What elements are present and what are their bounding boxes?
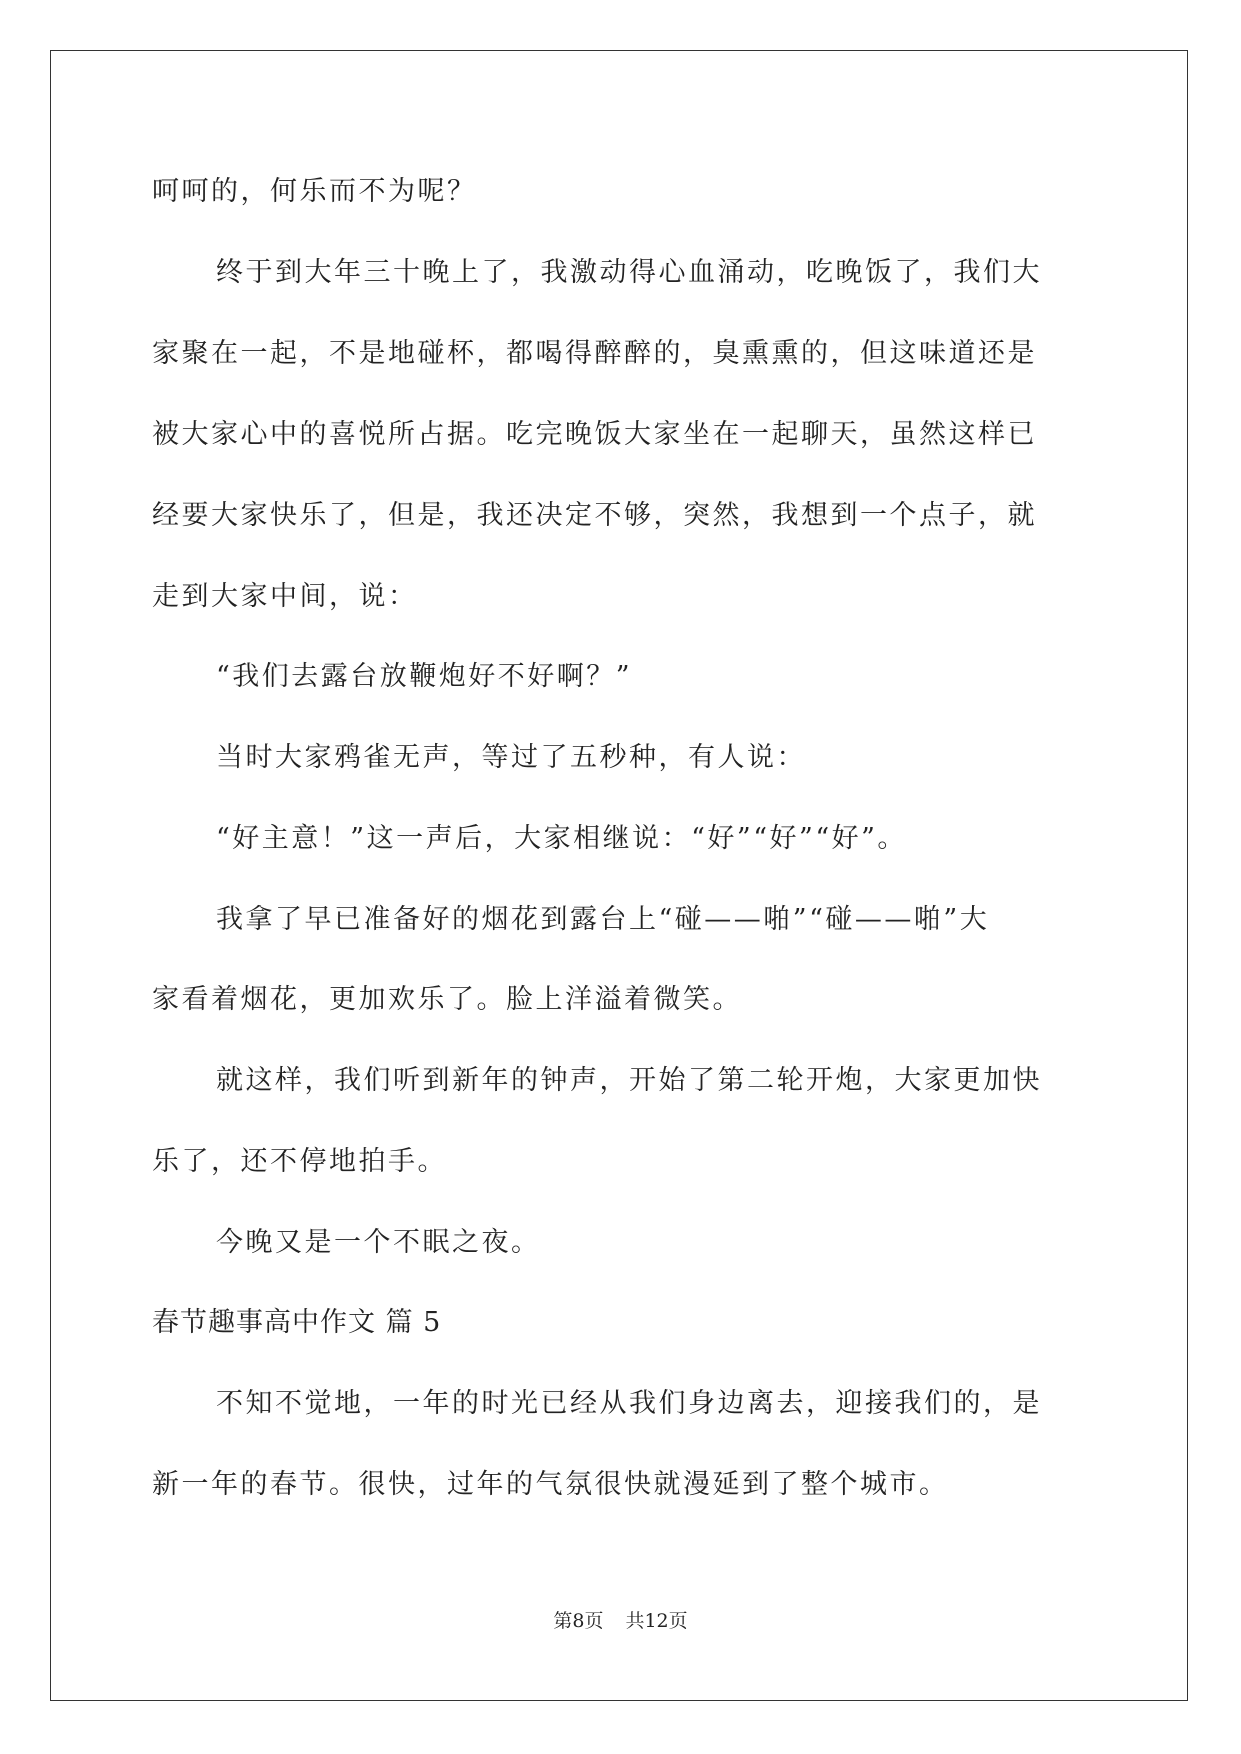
text-line: 家聚在一起，不是地碰杯，都喝得醉醉的，臭熏熏的，但这味道还是 [152, 338, 1037, 369]
page-footer [0, 1608, 1241, 1634]
text-line: 家看着烟花，更加欢乐了。脸上洋溢着微笑。 [152, 984, 742, 1015]
paragraph-start-line: 不知不觉地，一年的时光已经从我们身边离去，迎接我们的，是 [216, 1388, 1042, 1419]
section-heading: 春节趣事高中作文 篇 5 [152, 1307, 442, 1338]
page-border [50, 50, 1188, 1701]
paragraph-start-line: 今晚又是一个不眠之夜。 [216, 1227, 541, 1258]
text-line: 乐了，还不停地拍手。 [152, 1146, 447, 1177]
quote-line: “我们去露台放鞭炮好不好啊？” [216, 661, 633, 692]
text-line: 新一年的春节。很快，过年的气氛很快就漫延到了整个城市。 [152, 1469, 949, 1500]
paragraph-start-line: 当时大家鸦雀无声，等过了五秒种，有人说： [216, 742, 806, 773]
text-line: 呵呵的，何乐而不为呢？ [152, 176, 477, 207]
text-line: 走到大家中间，说： [152, 581, 418, 612]
page-total: 共12页 [625, 1610, 688, 1632]
paragraph-start-line: 我拿了早已准备好的烟花到露台上“碰——啪”“碰——啪”大 [216, 904, 990, 935]
quote-line: “好主意！”这一声后，大家相继说：“好”“好”“好”。 [216, 823, 907, 854]
paragraph-start-line: 就这样，我们听到新年的钟声，开始了第二轮开炮，大家更加快 [216, 1065, 1042, 1096]
text-line: 被大家心中的喜悦所占据。吃完晚饭大家坐在一起聊天，虽然这样已 [152, 419, 1037, 450]
paragraph-start-line: 终于到大年三十晚上了，我激动得心血涌动，吃晚饭了，我们大 [216, 257, 1042, 288]
text-line: 经要大家快乐了，但是，我还决定不够，突然，我想到一个点子，就 [152, 500, 1037, 531]
page-number: 第8页 [553, 1610, 604, 1632]
